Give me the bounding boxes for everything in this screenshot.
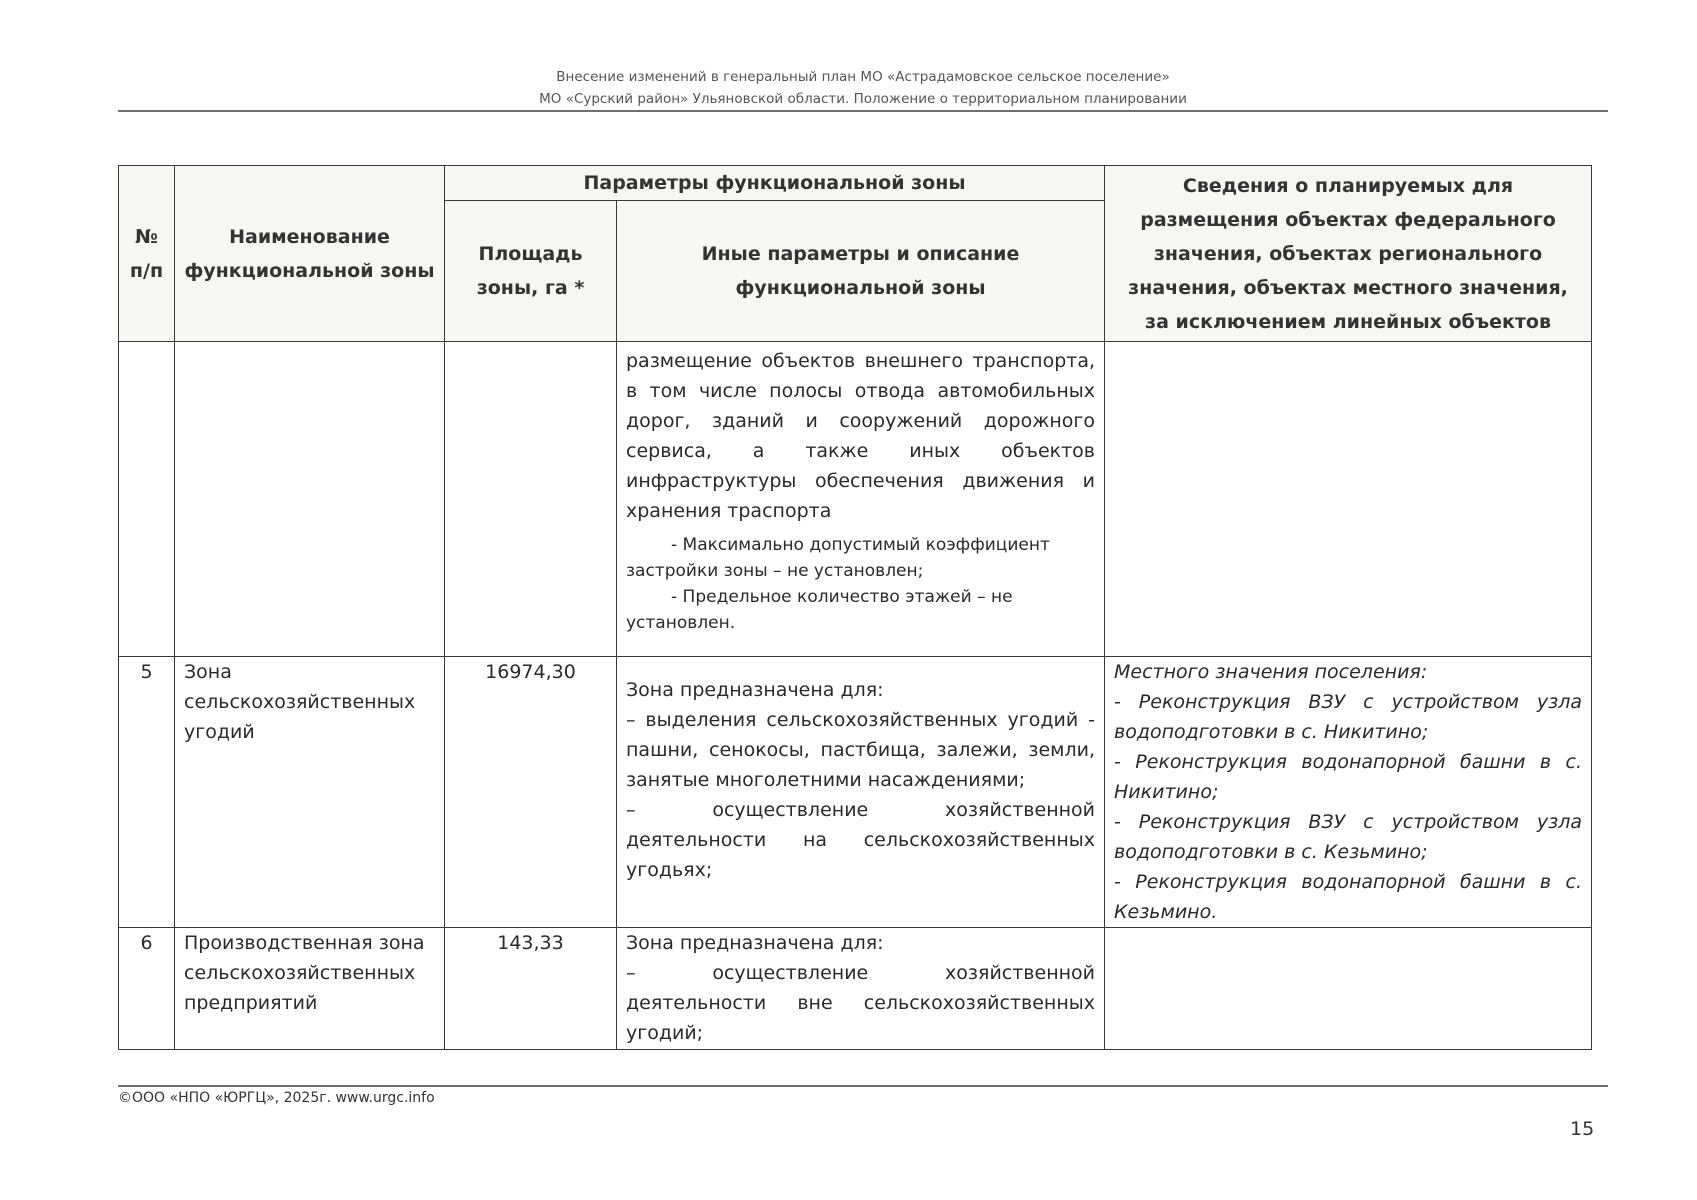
- footer-copyright: ©ООО «НПО «ЮРГЦ», 2025г. www.urgc.info: [118, 1090, 435, 1106]
- header-num: № п/п: [119, 166, 175, 342]
- header-line-1: Внесение изменений в генеральный план МО «Астрадамовское сельское поселение»: [556, 69, 1170, 85]
- row-num: 5: [119, 657, 175, 928]
- row-objects-info: [1105, 342, 1592, 657]
- description-extra-2: - Предельное количество этажей – не установлен.: [626, 587, 1013, 633]
- info-item-3: - Реконструкция ВЗУ с устройством узла водоподготовки в с. Кезьмино;: [1114, 811, 1583, 863]
- description-item-2: – осуществление хозяйственной деятельности на сельскохозяйственных угодьях;: [626, 799, 1096, 881]
- header-params-group: Параметры функциональной зоны: [445, 166, 1105, 201]
- header-name: Наименование функциональной зоны: [175, 166, 445, 342]
- info-item-1: - Реконструкция ВЗУ с устройством узла водоподготовки в с. Никитино;: [1114, 691, 1583, 743]
- table-row: [119, 342, 1592, 657]
- table-row: [119, 657, 1592, 928]
- description-main: размещение объектов внешнего транспорта, в том числе полосы отвода автомобильных дорог, зданий и сооружений дорожного сервиса, а также иных объектов инфраструктуры обеспечения движения и хранения траспорта: [626, 350, 1096, 522]
- row-objects-info: [1105, 928, 1592, 1050]
- header-info: Сведения о планируемых для размещения объектах федерального значения, объектах регионального значения, объектах местного значения, за исключением линейных объектов: [1105, 166, 1592, 342]
- header-line-2: МО «Сурский район» Ульяновской области. Положение о территориальном планировании: [539, 91, 1187, 107]
- row-objects-info: [1105, 657, 1592, 928]
- info-title: Местного значения поселения:: [1114, 661, 1428, 683]
- row-description: [617, 657, 1105, 928]
- row-description: [617, 342, 1105, 657]
- page-number: 15: [1570, 1118, 1595, 1140]
- description-title: Зона предназначена для:: [626, 932, 884, 954]
- row-num: 6: [119, 928, 175, 1050]
- description-item-1: – осуществление хозяйственной деятельности вне сельскохозяйственных угодий;: [626, 962, 1096, 1044]
- header-rule: [118, 110, 1608, 112]
- row-zone-name: Производственная зона сельскохозяйственных предприятий: [175, 928, 445, 1050]
- header-other: Иные параметры и описание функциональной зоны: [617, 201, 1105, 342]
- page-header: [118, 66, 1608, 110]
- description-title: Зона предназначена для:: [626, 679, 884, 701]
- row-zone-name: Зона сельскохозяйственных угодий: [175, 657, 445, 928]
- header-area: Площадь зоны, га *: [445, 201, 617, 342]
- info-item-4: - Реконструкция водонапорной башни в с. Кезьмино.: [1114, 871, 1583, 923]
- row-area: 143,33: [445, 928, 617, 1050]
- header-row-1: [119, 166, 1592, 201]
- table-row: [119, 928, 1592, 1050]
- footer-rule: [118, 1085, 1608, 1087]
- row-num: [119, 342, 175, 657]
- zones-table: [118, 165, 1592, 1050]
- info-item-2: - Реконструкция водонапорной башни в с. Никитино;: [1114, 751, 1583, 803]
- description-item-1: – выделения сельскохозяйственных угодий - пашни, сенокосы, пастбища, залежи, земли, занятые многолетними насаждениями;: [626, 709, 1096, 791]
- row-area: 16974,30: [445, 657, 617, 928]
- row-zone-name: [175, 342, 445, 657]
- row-description: [617, 928, 1105, 1050]
- row-area: [445, 342, 617, 657]
- description-extra-1: - Максимально допустимый коэффициент застройки зоны – не установлен;: [626, 535, 1050, 581]
